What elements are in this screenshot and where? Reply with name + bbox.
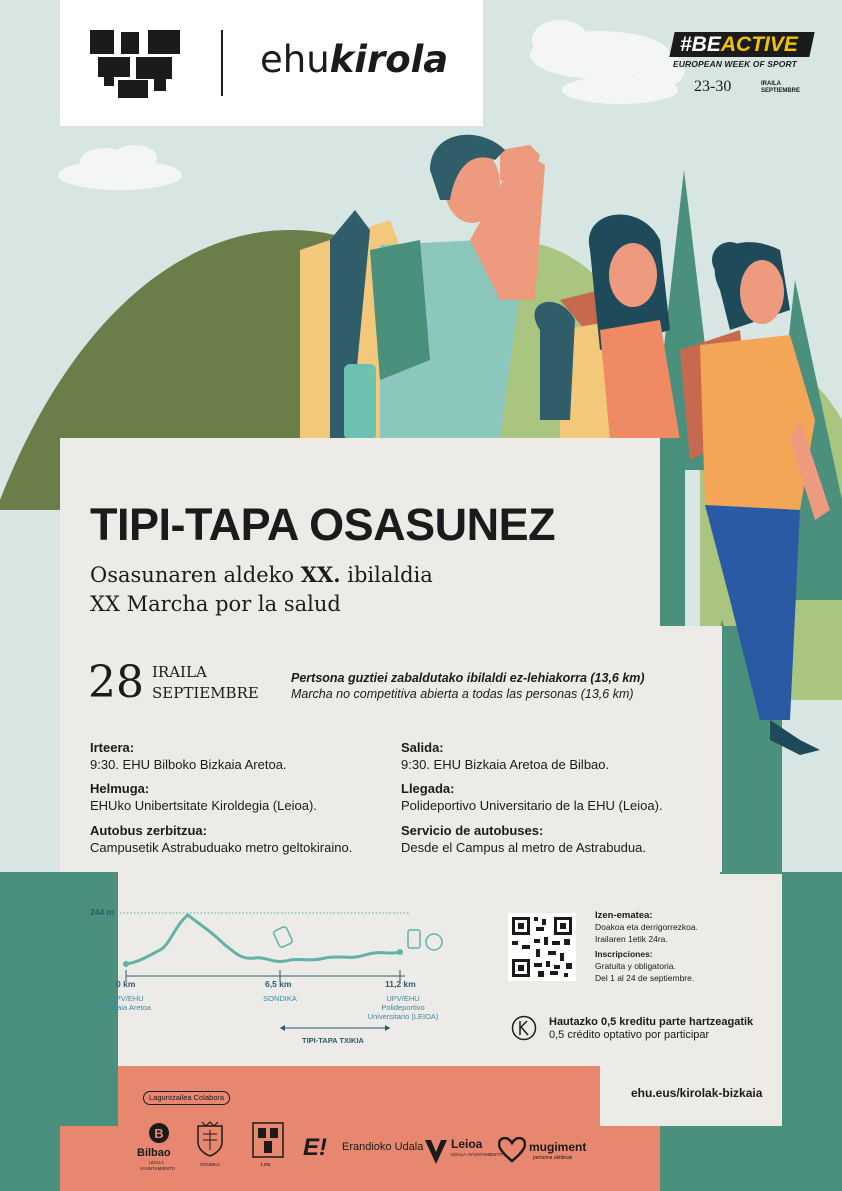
registration-line1-eu: Doakoa eta derrigorrezkoa. bbox=[595, 922, 699, 932]
event-day: 28 bbox=[88, 657, 144, 708]
bus-label-es: Servicio de autobuses: bbox=[401, 823, 544, 838]
bus-value-es: Desde el Campus al metro de Astrabudua. bbox=[401, 840, 646, 855]
leioa-logo-text: Leioa bbox=[451, 1137, 483, 1151]
loiu-logo-icon bbox=[252, 1122, 284, 1158]
finish-value-eu: EHUko Unibertsitate Kiroldegia (Leioa). bbox=[90, 798, 317, 813]
svg-text:B: B bbox=[154, 1126, 164, 1141]
route-end-point bbox=[397, 949, 403, 955]
start-value-es: 9:30. EHU Bizkaia Aretoa de Bilbao. bbox=[401, 757, 610, 772]
bilbao-logo-sub2: AYUNTAMIENTO bbox=[140, 1166, 176, 1171]
route-panel-right bbox=[720, 874, 782, 1067]
bus-label-eu: Autobus zerbitzua: bbox=[90, 823, 207, 838]
sondika-coat-of-arms-icon bbox=[194, 1120, 226, 1158]
route-km-start: 0 km bbox=[116, 979, 136, 989]
subtitle-eu-post: ibilaldia bbox=[340, 563, 433, 587]
event-month-es: SEPTIEMBRE bbox=[152, 684, 259, 702]
route-km-end: 11,2 km bbox=[385, 979, 416, 989]
fruit-icon bbox=[408, 930, 442, 950]
erandio-logo-icon: E! bbox=[303, 1134, 327, 1161]
bilbao-logo-text: Bilbao bbox=[137, 1147, 171, 1159]
ehukirola-logo-plain: ehu bbox=[260, 38, 330, 81]
route-place-start: UPV/EHU Bizkaia Aretoa bbox=[103, 994, 151, 1012]
max-elevation-label: 244 m bbox=[90, 907, 115, 917]
mugiment-logo-text: mugiment bbox=[529, 1140, 587, 1154]
registration-line2-es: Del 1 al 24 de septiembre. bbox=[595, 973, 695, 983]
leioa-logo-icon bbox=[423, 1138, 449, 1166]
logo-divider bbox=[221, 30, 223, 96]
water-bottle-icon bbox=[273, 926, 293, 948]
finish-label-es: Llegada: bbox=[401, 781, 455, 796]
credit-icon bbox=[511, 1015, 537, 1041]
start-value-eu: 9:30. EHU Bilboko Bizkaia Aretoa. bbox=[90, 757, 287, 772]
registration-line2-eu: Irailaren 1etik 24ra. bbox=[595, 934, 668, 944]
event-month-eu: IRAILA bbox=[152, 663, 207, 681]
beactive-dates: 23-30 bbox=[694, 78, 732, 95]
beactive-month-eu: IRAILA bbox=[761, 81, 781, 87]
credit-text-es: 0,5 crédito optativo por participar bbox=[549, 1029, 710, 1041]
qr-code[interactable] bbox=[508, 913, 576, 981]
subtitle-basque bbox=[90, 562, 433, 587]
event-description-es: Marcha no competitiva abierta a todas las personas (13,6 km) bbox=[291, 687, 634, 701]
bus-value-eu: Campusetik Astrabuduako metro geltokiraino. bbox=[90, 840, 353, 855]
website-link[interactable]: ehu.eus/kirolak-bizkaia bbox=[631, 1086, 763, 1100]
short-route-label: TIPI-TAPA TXIKIA bbox=[302, 1036, 364, 1045]
loiu-logo-text: Loiu bbox=[261, 1162, 271, 1168]
route-profile-line bbox=[126, 915, 400, 964]
start-label-es: Salida: bbox=[401, 740, 444, 755]
event-description-eu: Pertsona guztiei zabaldutako ibilaldi ez-lehiakorra (13,6 km) bbox=[291, 671, 645, 685]
subtitle-eu-pre: Osasunaren aldeko bbox=[90, 563, 301, 587]
sondika-logo-text: SONDIKA bbox=[200, 1162, 221, 1167]
page-title: TIPI-TAPA OSASUNEZ bbox=[90, 499, 556, 550]
leioa-logo-sub: UDALA·AYUNTAMIENTO bbox=[451, 1152, 503, 1157]
beactive-hashtag-accent: ACTIVE bbox=[720, 33, 798, 56]
start-label-eu: Irteera: bbox=[90, 740, 135, 755]
route-place-mid: SONDIKA bbox=[263, 994, 297, 1003]
bilbao-logo-icon bbox=[148, 1122, 170, 1144]
beactive-subtitle: EUROPEAN WEEK OF SPORT bbox=[673, 59, 797, 69]
beactive-hashtag bbox=[680, 33, 798, 57]
bilbao-logo-sub1: UDALA bbox=[149, 1160, 165, 1165]
route-start-point bbox=[123, 961, 129, 967]
registration-line1-es: Gratuita y obligatoria. bbox=[595, 961, 676, 971]
mugiment-heart-icon bbox=[498, 1137, 526, 1163]
ehu-university-logo bbox=[90, 30, 182, 98]
erandio-logo-text: Erandioko Udala bbox=[342, 1141, 424, 1153]
credit-text-eu: Hautazko 0,5 kreditu parte hartzeagatik bbox=[549, 1016, 754, 1028]
ehukirola-logo bbox=[260, 38, 448, 81]
beactive-month-es: SEPTIEMBRE bbox=[761, 88, 801, 94]
ehukirola-logo-bold: kirola bbox=[329, 38, 449, 81]
subtitle-spanish: XX Marcha por la salud bbox=[90, 592, 341, 616]
collab-label: Laguntzailea Colabora bbox=[143, 1091, 230, 1105]
route-km-mid: 6,5 km bbox=[265, 979, 292, 989]
subtitle-eu-bold: XX. bbox=[300, 562, 341, 587]
route-place-end: UPV/EHU Polideportivo Universitario (LEIOA) bbox=[367, 994, 439, 1021]
registration-title-es: Inscripciones: bbox=[595, 949, 653, 959]
finish-value-es: Polideportivo Universitario de la EHU (Leioa). bbox=[401, 798, 663, 813]
mugiment-logo-sub: pertsona aktiboak bbox=[533, 1155, 573, 1161]
beactive-hashtag-plain: #BE bbox=[680, 33, 721, 56]
finish-label-eu: Helmuga: bbox=[90, 781, 150, 796]
registration-title-eu: Izen-ematea: bbox=[595, 910, 653, 921]
